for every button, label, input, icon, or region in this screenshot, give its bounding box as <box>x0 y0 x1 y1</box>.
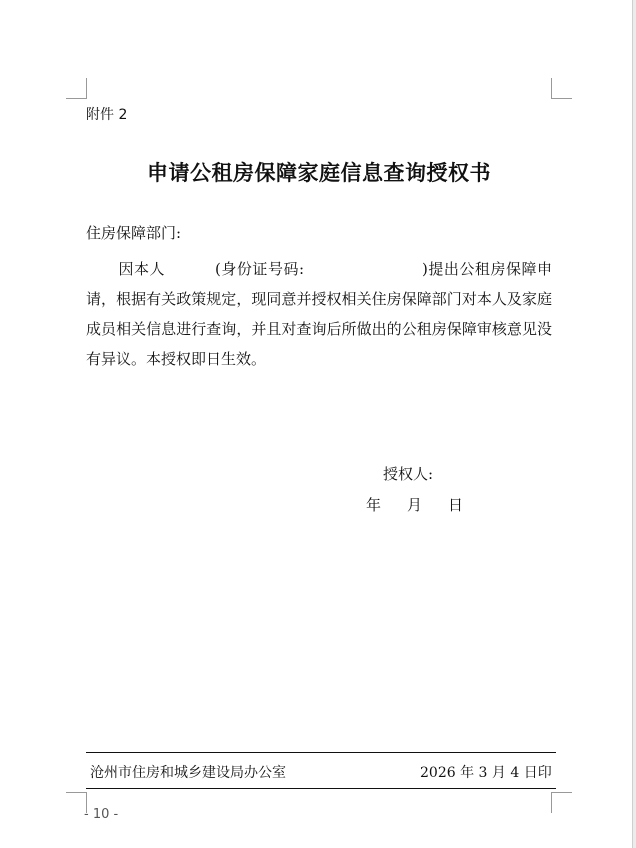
date-year: 年 <box>366 496 382 514</box>
recipient-line: 住房保障部门: <box>86 224 182 242</box>
attachment-label: 附件 2 <box>86 107 128 123</box>
date-day: 日 <box>448 496 464 514</box>
crop-mark-bottom-right <box>551 792 572 813</box>
footer-rule-top <box>86 752 556 753</box>
signature-date <box>366 494 463 515</box>
document-title: 申请公租房保障家庭信息查询授权书 <box>147 160 491 185</box>
crop-mark-top-left <box>66 78 87 99</box>
date-month: 月 <box>407 496 423 514</box>
footer-print-date: 2026 年 3 月 4 日印 <box>420 765 552 781</box>
footer-issuer: 沧州市住房和城乡建设局办公室 <box>90 765 286 781</box>
crop-mark-top-right <box>551 78 572 99</box>
id-number-label: (身份证号码: <box>215 260 305 278</box>
body-intro: 因本人 <box>118 260 166 278</box>
signature-label: 授权人: <box>383 465 434 483</box>
authorization-body <box>86 254 552 374</box>
page-number: - 10 - <box>84 807 119 822</box>
footer-rule-bottom <box>86 788 556 789</box>
body-rest: )提出公租房保障申请，根据有关政策规定，现同意并授权相关住房保障部门对本人及家庭成员相关信息进行查询，并且对查询后所做出的公租房保障审核意见没有异议。本授权即日生效。 <box>86 260 552 368</box>
